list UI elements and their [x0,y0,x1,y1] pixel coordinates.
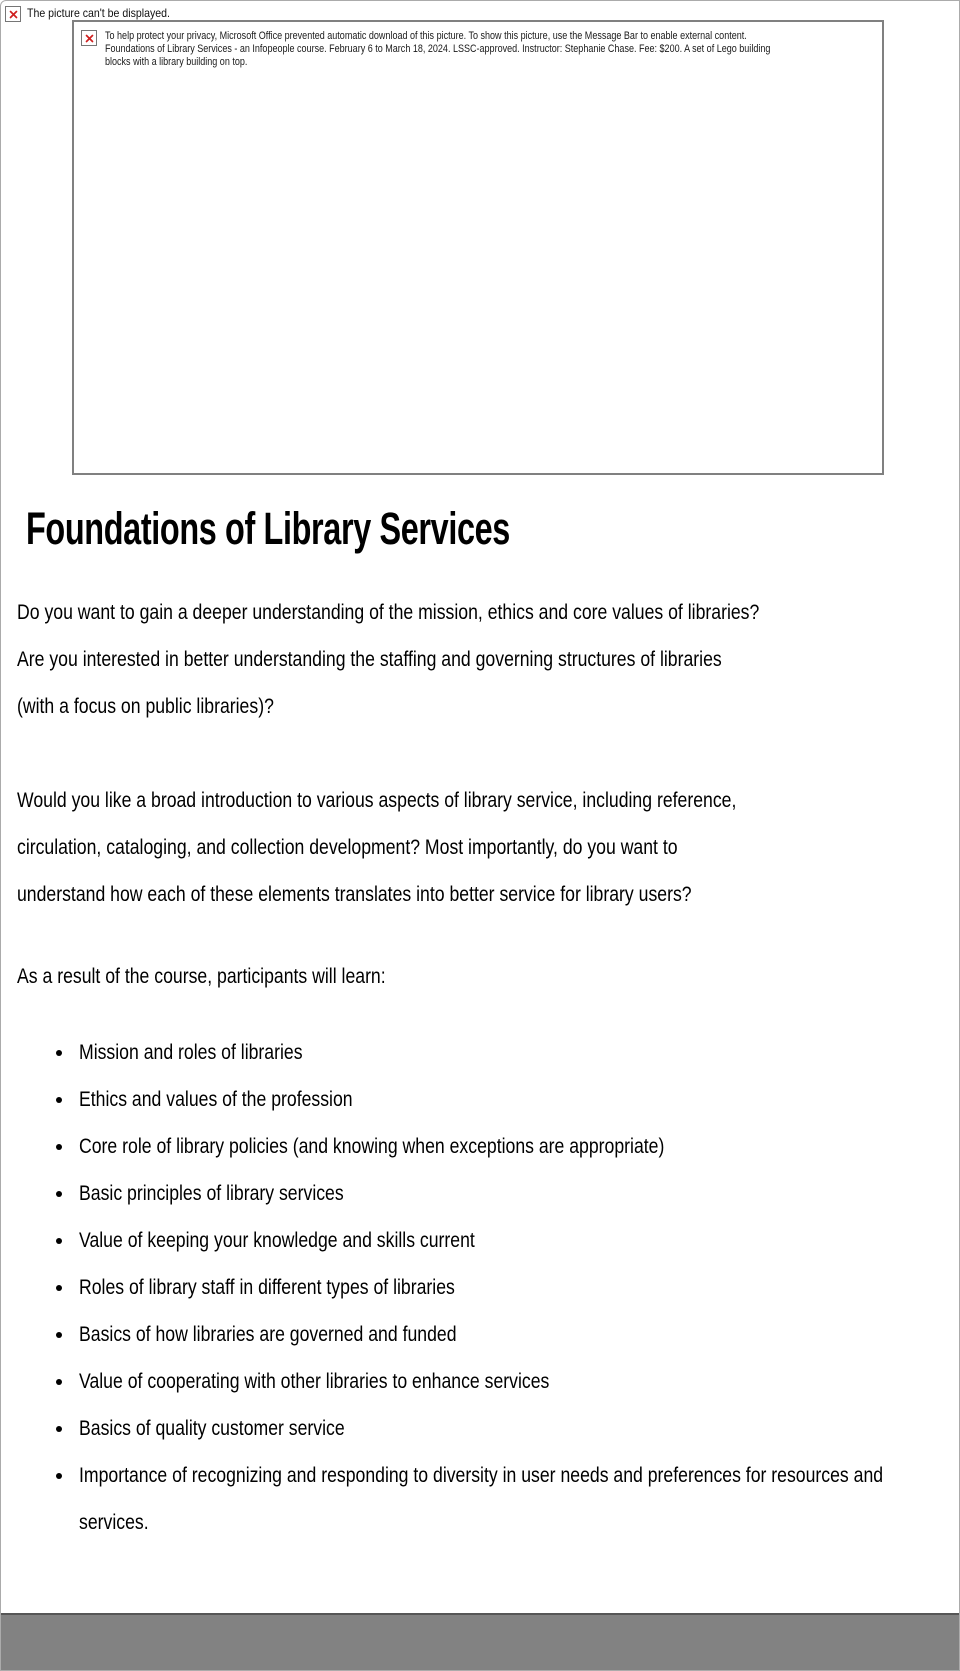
paragraph [17,953,959,1000]
list-item [1,1405,959,1452]
text-line: understand how each of these elements translates into better service for library users? [17,883,692,906]
list-item [1,1311,959,1358]
text-line: circulation, cataloging, and collection development? Most importantly, do you want to [17,836,678,859]
list-item-text: Basics of quality customer service [79,1417,345,1440]
paragraph [17,589,959,730]
list-item-text: Mission and roles of libraries [79,1041,303,1064]
list-item-text: Core role of library policies (and knowing when exceptions are appropriate) [79,1135,665,1158]
list-item [1,1358,959,1405]
text-line: Are you interested in better understanding the staffing and governing structures of libraries [17,648,722,671]
image-alt-text [105,30,916,69]
paragraph [17,777,959,918]
list-item-text: Ethics and values of the profession [79,1088,353,1111]
text-line: (with a focus on public libraries)? [17,695,274,718]
image-alt-text-line: To help protect your privacy, Microsoft Office prevented automatic download of this picture. To show this picture, use the Message Bar to enable external content. [105,30,747,42]
image-alt-text-line: blocks with a library building on top. [105,56,248,68]
list-item [1,1076,959,1123]
list-item [1,1264,959,1311]
article-body [17,589,959,1000]
learning-objectives-list [1,1029,959,1546]
list-item [1,1123,959,1170]
list-item-text: Basic principles of library services [79,1182,344,1205]
window-bottom-bar [1,1613,959,1671]
broken-image-icon [5,6,21,22]
list-item [1,1170,959,1217]
text-line: Do you want to gain a deeper understanding of the mission, ethics and core values of libraries? [17,601,760,624]
list-item [1,1217,959,1264]
list-item-text: Basics of how libraries are governed and funded [79,1323,457,1346]
broken-image-notice-text: The picture can't be displayed. [27,6,170,20]
list-item-text: Roles of library staff in different types of libraries [79,1276,455,1299]
list-item-text: Importance of recognizing and responding to diversity in user needs and preferences for resources and services. [79,1464,884,1534]
text-line: Would you like a broad introduction to various aspects of library service, including reference, [17,789,737,812]
image-alt-text-line: Foundations of Library Services - an Infopeople course. February 6 to March 18, 2024. LSSC-approved. Instructor: Stephanie Chase. Fee: $200. A set of Lego building [105,43,771,55]
broken-image-icon [81,30,97,46]
list-item-text: Value of cooperating with other libraries to enhance services [79,1370,550,1393]
page-title: Foundations of Library Services [26,503,510,554]
list-item [1,1029,959,1076]
image-placeholder[interactable] [72,20,884,475]
list-item-text: Value of keeping your knowledge and skills current [79,1229,475,1252]
text-line: As a result of the course, participants will learn: [17,965,386,988]
list-item [1,1452,959,1546]
